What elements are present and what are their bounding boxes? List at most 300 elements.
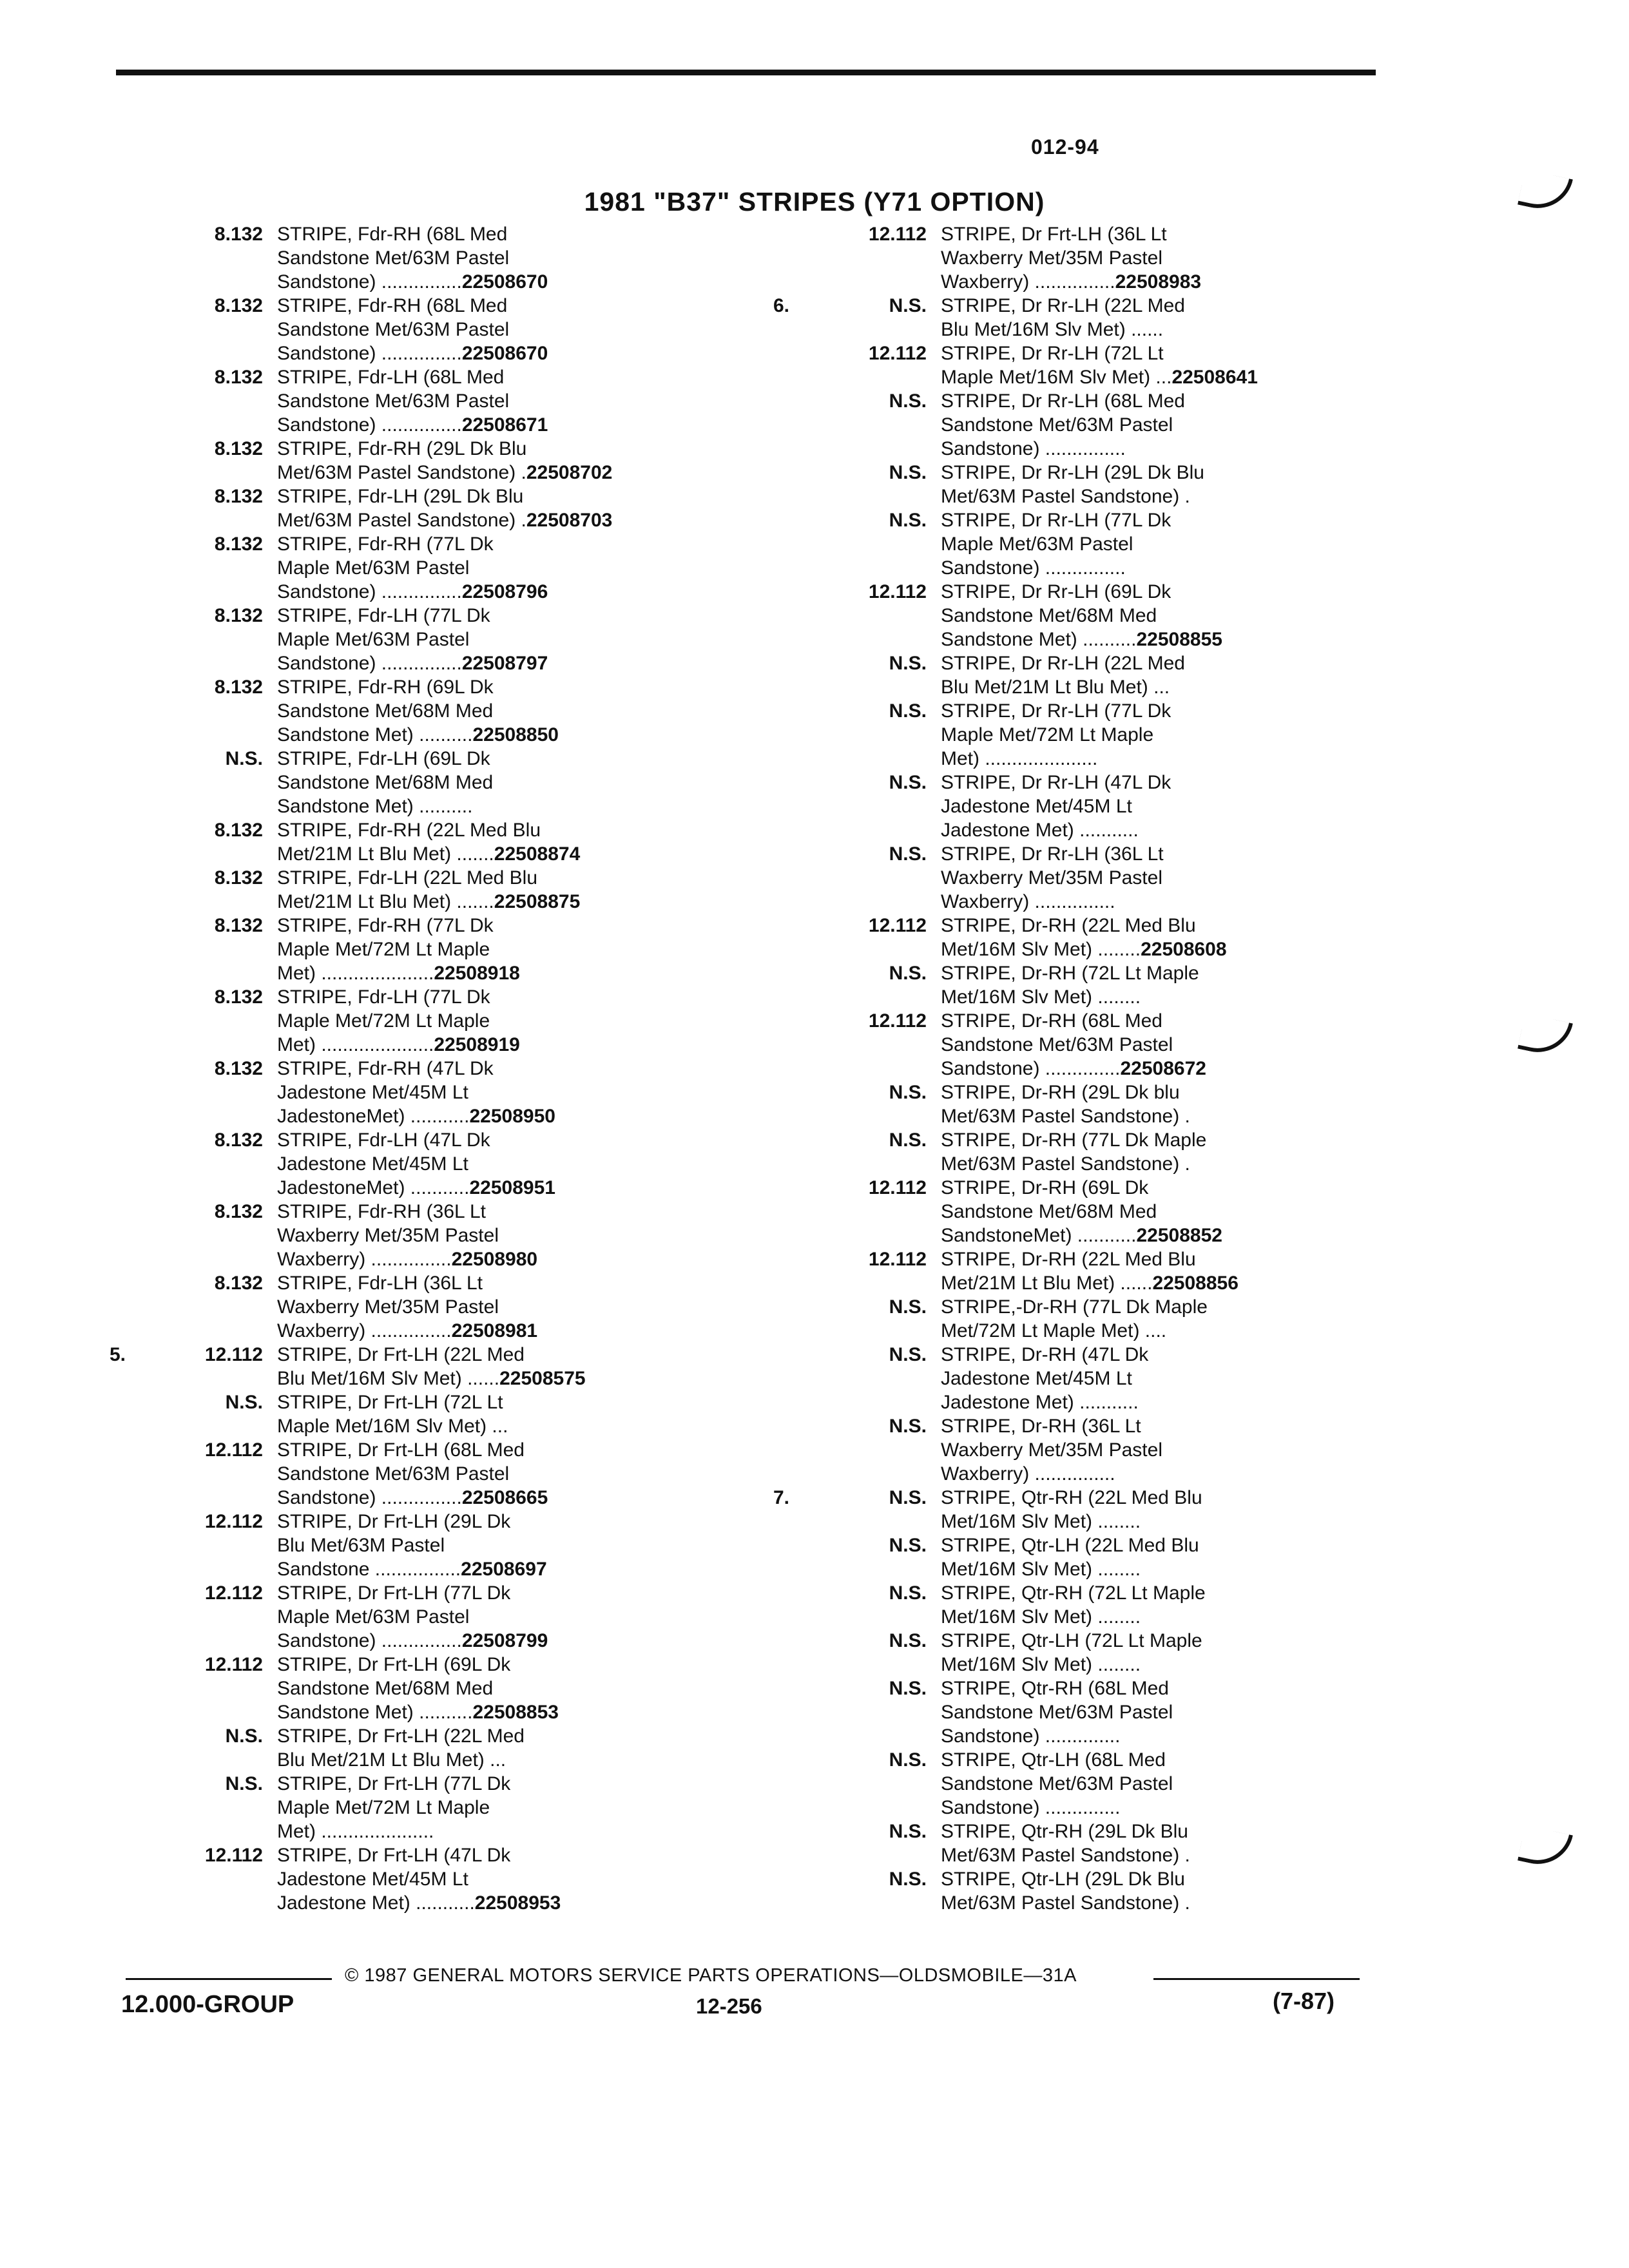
description-line <box>277 1367 754 1390</box>
description-line <box>277 532 754 556</box>
parts-entry <box>773 1176 1418 1247</box>
binder-mark <box>1518 1014 1573 1059</box>
part-number: 22508850 <box>472 724 559 745</box>
group-number: N.S. <box>889 295 927 316</box>
description-line <box>941 461 1418 485</box>
description-text: Waxberry Met/35M Pastel <box>941 247 1162 269</box>
parts-entry <box>110 914 754 985</box>
figure-number <box>110 1271 142 1343</box>
group-number: N.S. <box>225 1773 263 1794</box>
description <box>277 866 754 914</box>
description-text: Met/63M Pastel Sandstone) . <box>277 510 526 531</box>
reference <box>773 842 941 914</box>
description <box>277 1271 754 1343</box>
reference <box>110 532 277 604</box>
description-line <box>941 1581 1418 1605</box>
description-line <box>941 556 1418 580</box>
description-line <box>277 1677 754 1700</box>
figure-number <box>110 222 142 294</box>
description-text: Blu Met/16M Slv Met) ...... <box>277 1368 500 1389</box>
description-text: Jadestone Met/45M Lt <box>941 796 1132 817</box>
description-line <box>277 914 754 937</box>
description <box>941 1176 1418 1247</box>
description-line <box>941 914 1418 937</box>
description-text: Waxberry Met/35M Pastel <box>941 1439 1162 1461</box>
description-text: STRIPE,-Dr-RH (77L Dk Maple <box>941 1296 1208 1318</box>
description-text: Jadestone Met) ........... <box>941 1392 1139 1413</box>
figure-number <box>773 842 818 914</box>
parts-entry <box>773 1081 1418 1128</box>
description-line <box>277 580 754 604</box>
description-line <box>277 1629 754 1653</box>
description-text: Met/63M Pastel Sandstone) . <box>277 462 526 483</box>
description-line <box>277 341 754 365</box>
description-text: Sandstone) .............. <box>941 1058 1121 1079</box>
part-number: 22508855 <box>1136 629 1222 650</box>
parts-entry <box>110 437 754 485</box>
figure-number <box>773 1009 818 1081</box>
parts-entry <box>110 294 754 365</box>
description-text: STRIPE, Dr Rr-LH (36L Lt <box>941 843 1164 865</box>
description <box>277 985 754 1057</box>
description-text: STRIPE, Dr Rr-LH (72L Lt <box>941 343 1164 364</box>
description-line <box>277 1247 754 1271</box>
description-text: Sandstone Met/63M Pastel <box>277 247 510 269</box>
group-number: N.S. <box>889 390 927 412</box>
description-text: STRIPE, Fdr-LH (69L Dk <box>277 748 490 769</box>
description-line <box>941 1843 1418 1867</box>
parts-entry <box>773 1677 1418 1748</box>
parts-entry <box>773 341 1418 389</box>
figure-number <box>773 389 818 461</box>
reference <box>110 1772 277 1843</box>
top-rule <box>116 70 1376 75</box>
description <box>941 1081 1418 1128</box>
description-text: Jadestone Met) ........... <box>941 820 1139 841</box>
description-text: Met/21M Lt Blu Met) ....... <box>277 891 494 912</box>
description <box>941 651 1418 699</box>
parts-entry <box>773 914 1418 961</box>
description-text: Maple Met/72M Lt Maple <box>277 1010 490 1032</box>
description <box>941 914 1418 961</box>
parts-entry <box>773 961 1418 1009</box>
figure-number <box>773 1748 818 1820</box>
description <box>941 842 1418 914</box>
description-line <box>941 961 1418 985</box>
group-number: N.S. <box>225 1392 263 1413</box>
figure-number <box>110 1653 142 1724</box>
reference <box>773 1176 941 1247</box>
reference <box>110 866 277 914</box>
description-line <box>941 1319 1418 1343</box>
description <box>941 1581 1418 1629</box>
description <box>277 604 754 675</box>
group-number: N.S. <box>889 1129 927 1151</box>
part-number: 22508796 <box>461 581 548 602</box>
description <box>277 437 754 485</box>
figure-number <box>110 747 142 818</box>
description-text: JadestoneMet) ........... <box>277 1177 470 1198</box>
figure-number <box>773 651 818 699</box>
description <box>941 1533 1418 1581</box>
reference <box>110 294 277 365</box>
group-number: 8.132 <box>214 1058 263 1079</box>
description-text: Met/63M Pastel Sandstone) . <box>941 1106 1190 1127</box>
description <box>941 1629 1418 1677</box>
description-line <box>941 723 1418 747</box>
description-line <box>941 818 1418 842</box>
description-line <box>277 1843 754 1867</box>
group-number: 12.112 <box>868 581 927 602</box>
parts-entry <box>773 580 1418 651</box>
description-line <box>941 1414 1418 1438</box>
left-column <box>110 222 754 1915</box>
figure-number <box>773 1533 818 1581</box>
description <box>941 389 1418 461</box>
description-line <box>941 1128 1418 1152</box>
description-line <box>277 294 754 318</box>
description-text: STRIPE, Qtr-LH (22L Med Blu <box>941 1535 1199 1556</box>
description-text: Sandstone Met) .......... <box>277 724 473 745</box>
part-number: 22508950 <box>469 1106 555 1127</box>
description-text: STRIPE, Dr Rr-LH (47L Dk <box>941 772 1171 793</box>
group-number: 8.132 <box>214 915 263 936</box>
parts-entry <box>110 1581 754 1653</box>
parts-entry <box>773 1414 1418 1486</box>
group-number: 12.112 <box>868 343 927 364</box>
group-number: N.S. <box>889 1821 927 1842</box>
figure-number <box>773 1176 818 1247</box>
description-line <box>277 1700 754 1724</box>
reference <box>773 1677 941 1748</box>
description <box>941 1295 1418 1343</box>
description-text: STRIPE, Dr-RH (47L Dk <box>941 1344 1149 1365</box>
description-text: STRIPE, Dr-RH (68L Med <box>941 1010 1162 1032</box>
group-number: 12.112 <box>868 915 927 936</box>
description-text: Met/16M Slv Met) ........ <box>941 939 1141 960</box>
group-number: N.S. <box>889 653 927 674</box>
right-column <box>773 222 1418 1915</box>
description-line <box>941 246 1418 270</box>
description-text: STRIPE, Dr Frt-LH (69L Dk <box>277 1654 511 1675</box>
figure-number <box>773 1629 818 1677</box>
figure-number <box>110 1772 142 1843</box>
description-line <box>277 1295 754 1319</box>
reference <box>773 771 941 842</box>
description <box>941 1820 1418 1867</box>
reference <box>773 294 941 341</box>
description-text: STRIPE, Dr Frt-LH (77L Dk <box>277 1773 511 1794</box>
figure-number <box>773 1677 818 1748</box>
group-number: N.S. <box>889 1678 927 1699</box>
parts-entry <box>773 294 1418 341</box>
description-line <box>277 1653 754 1677</box>
description-line <box>277 1224 754 1247</box>
figure-number <box>773 914 818 961</box>
description-text: Sandstone Met/68M Med <box>941 605 1157 626</box>
description-line <box>277 985 754 1009</box>
description-text: Sandstone Met/63M Pastel <box>277 1463 510 1485</box>
reference <box>773 1343 941 1414</box>
description-line <box>941 294 1418 318</box>
parts-entry <box>773 1533 1418 1581</box>
description-line <box>941 675 1418 699</box>
description-text: STRIPE, Dr Frt-LH (22L Med <box>277 1725 525 1747</box>
reference <box>110 1581 277 1653</box>
description-text: STRIPE, Fdr-LH (36L Lt <box>277 1273 483 1294</box>
part-number: 22508797 <box>461 653 548 674</box>
description-text: Blu Met/21M Lt Blu Met) ... <box>941 677 1170 698</box>
part-number: 22508575 <box>499 1368 586 1389</box>
group-number: 12.112 <box>204 1511 263 1532</box>
group-number: 8.132 <box>214 820 263 841</box>
parts-entry <box>110 985 754 1057</box>
description-text: STRIPE, Fdr-LH (22L Med Blu <box>277 867 538 889</box>
description-text: Sandstone) .............. <box>941 1725 1121 1747</box>
description-line <box>941 699 1418 723</box>
description-line <box>277 1152 754 1176</box>
description <box>277 675 754 747</box>
description-text: STRIPE, Dr-RH (22L Med Blu <box>941 915 1196 936</box>
figure-number <box>110 1581 142 1653</box>
description-line <box>941 1867 1418 1891</box>
parts-entry <box>773 1247 1418 1295</box>
description-line <box>941 1557 1418 1581</box>
group-number: 12.112 <box>204 1582 263 1604</box>
description-text: Sandstone) ............... <box>277 414 462 436</box>
parts-entry <box>110 1057 754 1128</box>
description-line <box>277 628 754 651</box>
description-text: Sandstone Met) .......... <box>277 1702 473 1723</box>
group-number: 8.132 <box>214 367 263 388</box>
description <box>941 461 1418 508</box>
description-line <box>277 1009 754 1033</box>
description-text: STRIPE, Dr Frt-LH (72L Lt <box>277 1392 503 1413</box>
description-line <box>277 485 754 508</box>
parts-entry <box>110 1724 754 1772</box>
description <box>277 1581 754 1653</box>
figure-number <box>110 1057 142 1128</box>
description-line <box>941 1748 1418 1772</box>
description-text: SandstoneMet) ........... <box>941 1225 1137 1246</box>
group-number: 8.132 <box>214 677 263 698</box>
description <box>941 1247 1418 1295</box>
description-text: Waxberry Met/35M Pastel <box>277 1296 499 1318</box>
description-line <box>277 1438 754 1462</box>
parts-entry <box>773 1581 1418 1629</box>
description-line <box>277 1796 754 1820</box>
description-text: Maple Met/63M Pastel <box>277 629 470 650</box>
description-text: Met/63M Pastel Sandstone) . <box>941 1845 1190 1866</box>
parts-entry <box>773 508 1418 580</box>
description-line <box>277 675 754 699</box>
description-text: STRIPE, Dr Frt-LH (47L Dk <box>277 1845 511 1866</box>
part-number: 22508671 <box>461 414 548 436</box>
description-text: STRIPE, Fdr-RH (47L Dk <box>277 1058 494 1079</box>
description-line <box>277 413 754 437</box>
parts-entry <box>110 1390 754 1438</box>
figure-number <box>110 866 142 914</box>
group-number: N.S. <box>889 1296 927 1318</box>
parts-entry <box>773 222 1418 294</box>
parts-entry <box>773 1343 1418 1414</box>
reference <box>773 1414 941 1486</box>
parts-entry <box>110 1200 754 1271</box>
description-line <box>277 556 754 580</box>
description-text: STRIPE, Fdr-LH (77L Dk <box>277 986 490 1008</box>
description-line <box>277 937 754 961</box>
description-text: Jadestone Met/45M Lt <box>277 1082 468 1103</box>
description-line <box>941 1724 1418 1748</box>
description-line <box>941 747 1418 771</box>
parts-entry <box>773 1295 1418 1343</box>
parts-entry <box>773 1748 1418 1820</box>
part-number: 22508641 <box>1171 367 1258 388</box>
parts-entry <box>773 1867 1418 1915</box>
description-text: Waxberry) ............... <box>277 1249 452 1270</box>
description-line <box>941 1462 1418 1486</box>
part-number: 22508875 <box>494 891 581 912</box>
reference <box>773 222 941 294</box>
description-line <box>277 246 754 270</box>
description-text: Met/21M Lt Blu Met) ...... <box>941 1273 1153 1294</box>
reference <box>773 389 941 461</box>
description-line <box>277 961 754 985</box>
figure-number <box>773 580 818 651</box>
description-line <box>941 580 1418 604</box>
group-number: N.S. <box>889 462 927 483</box>
reference <box>110 604 277 675</box>
description <box>941 1867 1418 1915</box>
description-line <box>941 1152 1418 1176</box>
description-text: Sandstone) ............... <box>277 653 462 674</box>
figure-number <box>110 1843 142 1915</box>
part-number: 22508919 <box>434 1034 520 1055</box>
description-text: Maple Met/72M Lt Maple <box>941 724 1154 745</box>
description-text: STRIPE, Fdr-LH (77L Dk <box>277 605 490 626</box>
group-number: N.S. <box>889 1749 927 1771</box>
description-text: Sandstone Met/63M Pastel <box>941 1702 1173 1723</box>
description-line <box>941 270 1418 294</box>
description-text: Blu Met/16M Slv Met) ...... <box>941 319 1164 340</box>
description-text: Met/16M Slv Met) ........ <box>941 1511 1141 1532</box>
description-text: Met/16M Slv Met) ........ <box>941 1559 1141 1580</box>
description-line <box>941 222 1418 246</box>
description <box>277 818 754 866</box>
parts-entry <box>773 651 1418 699</box>
description-text: Sandstone) ............... <box>941 438 1126 459</box>
figure-number <box>773 222 818 294</box>
description-text: Met) ..................... <box>277 1821 434 1842</box>
parts-entry <box>773 389 1418 461</box>
description-line <box>277 1557 754 1581</box>
figure-number: 6. <box>773 295 790 316</box>
part-number: 22508703 <box>526 510 613 531</box>
description-line <box>941 389 1418 413</box>
description-line <box>941 341 1418 365</box>
description-line <box>277 1533 754 1557</box>
group-number: 12.112 <box>868 1010 927 1032</box>
parts-entry <box>773 1009 1418 1081</box>
parts-entry <box>110 485 754 532</box>
part-number: 22508670 <box>461 343 548 364</box>
part-number: 22508853 <box>472 1702 559 1723</box>
description-line <box>277 1581 754 1605</box>
reference <box>110 1438 277 1510</box>
figure-number <box>773 1414 818 1486</box>
figure-number <box>110 985 142 1057</box>
part-number: 22508665 <box>461 1487 548 1508</box>
description-text: Met/16M Slv Met) ........ <box>941 986 1141 1008</box>
description-text: Sandstone ................ <box>277 1559 461 1580</box>
description-text: STRIPE, Qtr-LH (29L Dk Blu <box>941 1869 1185 1890</box>
description <box>941 1748 1418 1820</box>
reference <box>110 1343 277 1390</box>
description <box>941 294 1418 341</box>
description-text: Jadestone Met) ........... <box>277 1892 475 1914</box>
description <box>941 961 1418 1009</box>
description-line <box>277 818 754 842</box>
figure-number: 7. <box>773 1487 790 1508</box>
description <box>277 222 754 294</box>
description-line <box>277 1343 754 1367</box>
description-line <box>941 1891 1418 1915</box>
figure-number <box>773 1081 818 1128</box>
reference <box>773 1009 941 1081</box>
reference <box>773 341 941 389</box>
description-line <box>277 437 754 461</box>
description-line <box>277 723 754 747</box>
group-number: 8.132 <box>214 1273 263 1294</box>
description <box>941 771 1418 842</box>
reference <box>773 580 941 651</box>
description-line <box>941 1510 1418 1533</box>
description-text: Sandstone Met/68M Med <box>277 1678 494 1699</box>
description-text: Maple Met/16M Slv Met) ... <box>941 367 1172 388</box>
parts-entry <box>110 222 754 294</box>
description-text: Waxberry Met/35M Pastel <box>277 1225 499 1246</box>
description-text: Maple Met/63M Pastel <box>277 1606 470 1628</box>
figure-number <box>110 1128 142 1200</box>
description-text: STRIPE, Dr Frt-LH (68L Med <box>277 1439 525 1461</box>
description-line <box>941 794 1418 818</box>
description-text: Sandstone) .............. <box>941 1797 1121 1818</box>
group-number: N.S. <box>889 772 927 793</box>
description-text: Sandstone) ............... <box>277 343 462 364</box>
description-line <box>941 1820 1418 1843</box>
figure-number <box>773 1867 818 1915</box>
description-text: STRIPE, Dr Rr-LH (29L Dk Blu <box>941 462 1204 483</box>
figure-number <box>110 1200 142 1271</box>
reference <box>110 365 277 437</box>
description-line <box>277 866 754 890</box>
description <box>277 1390 754 1438</box>
description <box>941 1009 1418 1081</box>
figure-number <box>773 961 818 1009</box>
group-number: 8.132 <box>214 986 263 1008</box>
parts-entry <box>110 604 754 675</box>
description-text: Maple Met/63M Pastel <box>277 557 470 579</box>
parts-entry <box>773 771 1418 842</box>
part-number: 22508951 <box>469 1177 555 1198</box>
description-text: Waxberry) ............... <box>277 1320 452 1341</box>
part-number: 22508702 <box>526 462 613 483</box>
group-number: 12.112 <box>868 224 927 245</box>
description-line <box>277 1867 754 1891</box>
description-line <box>277 890 754 914</box>
description-text: Met/63M Pastel Sandstone) . <box>941 1153 1190 1175</box>
description-text: STRIPE, Dr Rr-LH (77L Dk <box>941 700 1171 722</box>
